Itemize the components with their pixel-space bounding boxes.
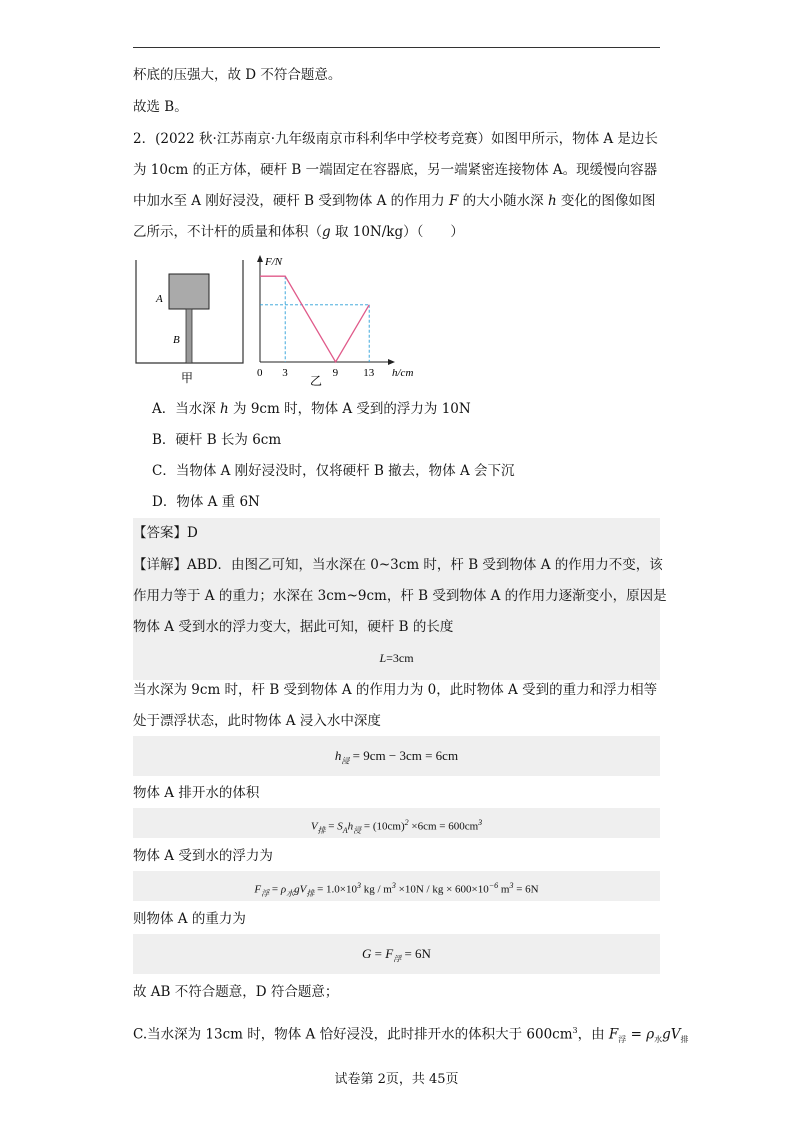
text-line: 故选 B。 (133, 99, 188, 115)
f-h-curve (260, 276, 369, 362)
option-b: B．硬杆 B 长为 6cm (152, 432, 282, 448)
explain-line: 处于漂浮状态，此时物体 A 浸入水中深度 (133, 713, 381, 729)
header-rule (133, 47, 660, 48)
explain-line: 故 AB 不符合题意，D 符合题意； (133, 984, 339, 1000)
option-a: A．当水深 h 为 9cm 时，物体 A 受到的浮力为 10N (152, 401, 471, 417)
question-line: 2．(2022 秋·江苏南京·九年级南京市科利华中学校考竞赛）如图甲所示，物体 A 是边长 (133, 131, 658, 147)
page-footer: 试卷第 2页，共 45页 (334, 1072, 459, 1087)
explain-line: 物体 A 受到水的浮力变大，据此可知，硬杆 B 的长度 (133, 619, 454, 635)
rod-b (186, 309, 192, 363)
explain-line: 当水深为 9cm 时，杆 B 受到物体 A 的作用力为 0，此时物体 A 受到的重力和浮力相等 (133, 682, 658, 698)
caption-jia: 甲 (181, 371, 194, 385)
x-tick-label: 0 (257, 367, 263, 379)
text-line: 杯底的压强大，故 D 不符合题意。 (133, 67, 342, 83)
question-line: 为 10cm 的正方体，硬杆 B 一端固定在容器底，另一端紧密连接物体 A。现缓慢向容器 (133, 162, 658, 178)
formula-volume: $V_排 = S_Ah_浸 = (10cm)^2 \times 6cm = 600cm^3$ (310, 818, 483, 835)
y-axis-label: F/N (265, 256, 283, 268)
figure-jia (133, 255, 248, 385)
formula-buoyancy: $F_浮 = \rho_水gV_排 = 1.0\times 10^3$ kg / $m^3 \times 10N$ / kg × $600\times 10^{-6}$ $m^3 = 6N$ (254, 881, 539, 898)
explain-line: 作用力等于 A 的重力；水深在 3cm~9cm，杆 B 受到物体 A 的作用力逐渐变小，原因是 (133, 588, 667, 604)
question-line: 中加水至 A 刚好浸没，硬杆 B 受到物体 A 的作用力 F 的大小随水深 h 变化的图像如图 (133, 193, 656, 209)
x-tick-label: 3 (282, 367, 288, 379)
formula-depth: $h_浸 = 9cm - 3cm = 6cm$ (334, 748, 459, 766)
explain-line: 则物体 A 的重力为 (133, 911, 246, 927)
explain-line: 【详解】ABD．由图乙可知，当水深在 0~3cm 时，杆 B 受到物体 A 的作用力不变，该 (133, 557, 663, 573)
caption-yi: 乙 (310, 374, 323, 387)
x-tick-label: 9 (332, 367, 339, 379)
option-c: C．当物体 A 刚好浸没时，仅将硬杆 B 撤去，物体 A 会下沉 (152, 463, 515, 479)
block-a (169, 274, 209, 309)
question-line: 乙所示，不计杆的质量和体积（g 取 10N/kg）（ ） (133, 224, 464, 240)
y-axis-arrow (257, 255, 263, 262)
option-d: D．物体 A 重 6N (152, 494, 260, 510)
label-a: A (156, 293, 163, 305)
x-tick-label: 13 (363, 367, 375, 379)
formula-gravity: $G = F_浮 = 6N$ (362, 946, 431, 964)
figure-yi-chart (250, 252, 425, 387)
explain-line: 物体 A 排开水的体积 (133, 785, 260, 801)
x-axis-label: h/cm (392, 367, 414, 379)
explain-line: C.当水深为 13cm 时，物体 A 恰好浸没，此时排开水的体积大于 $600cm^3$，由 $F_浮 = \rho_水gV_排$ (133, 1026, 689, 1045)
explain-line: 物体 A 受到水的浮力为 (133, 848, 273, 864)
label-b: B (173, 334, 180, 346)
answer-line: 【答案】D (133, 525, 198, 541)
x-axis-arrow (388, 359, 395, 365)
formula-rod-length: L=3cm (379, 651, 414, 665)
